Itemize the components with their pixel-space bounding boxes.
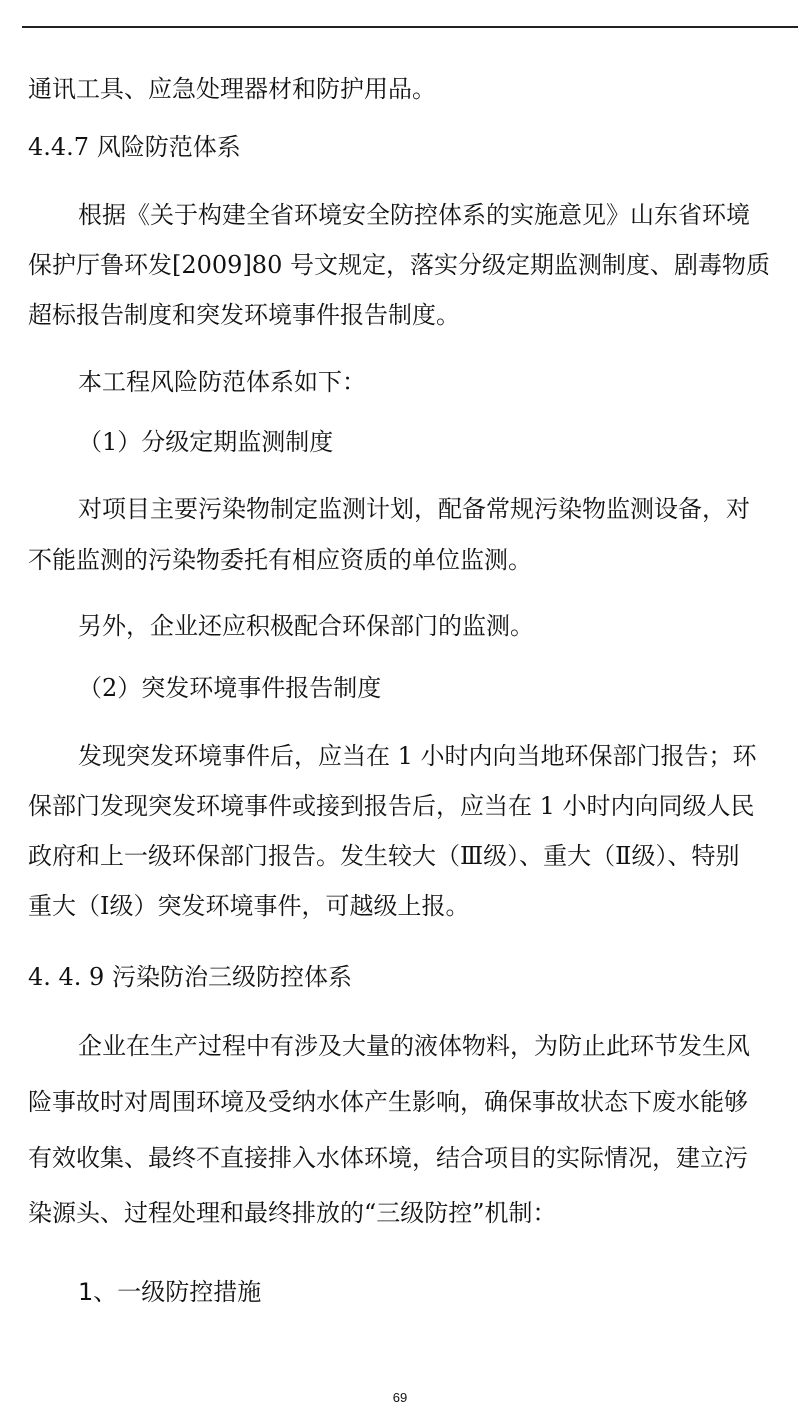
subsection-heading-2: （2）突发环境事件报告制度 [78, 674, 382, 702]
body-line: 政府和上一级环保部门报告。发生较大（Ⅲ级）、重大（Ⅱ级）、特别 [28, 842, 740, 870]
section-heading-4-4-9: 4. 4. 9 污染防治三级防控体系 [28, 963, 352, 991]
list-item-heading-1: 1、一级防控措施 [78, 1278, 262, 1306]
body-line: 本工程风险防范体系如下： [78, 368, 366, 396]
body-line: 有效收集、最终不直接排入水体环境，结合项目的实际情况，建立污 [28, 1144, 748, 1172]
body-line: 另外，企业还应积极配合环保部门的监测。 [78, 612, 534, 640]
body-line: 发现突发环境事件后，应当在 1 小时内向当地环保部门报告；环 [78, 742, 757, 770]
subsection-heading-1: （1）分级定期监测制度 [78, 428, 334, 456]
body-line: 保部门发现突发环境事件或接到报告后，应当在 1 小时内向同级人民 [28, 792, 755, 820]
header-rule [22, 26, 798, 28]
body-line: 通讯工具、应急处理器材和防护用品。 [28, 75, 436, 103]
body-line: 企业在生产过程中有涉及大量的液体物料，为防止此环节发生风 [78, 1032, 750, 1060]
page-number: 69 [392, 1390, 408, 1405]
body-line: 根据《关于构建全省环境安全防控体系的实施意见》山东省环境 [78, 201, 750, 229]
body-line: 重大（Ⅰ级）突发环境事件，可越级上报。 [28, 892, 470, 920]
body-line: 超标报告制度和突发环境事件报告制度。 [28, 301, 460, 329]
body-line: 保护厅鲁环发[2009]80 号文规定，落实分级定期监测制度、剧毒物质 [28, 251, 770, 279]
body-line: 不能监测的污染物委托有相应资质的单位监测。 [28, 546, 532, 574]
body-line: 险事故时对周围环境及受纳水体产生影响，确保事故状态下废水能够 [28, 1088, 748, 1116]
section-heading-4-4-7: 4.4.7 风险防范体系 [28, 133, 241, 161]
body-line: 对项目主要污染物制定监测计划，配备常规污染物监测设备，对 [78, 495, 750, 523]
body-line: 染源头、过程处理和最终排放的“三级防控”机制： [28, 1199, 557, 1227]
